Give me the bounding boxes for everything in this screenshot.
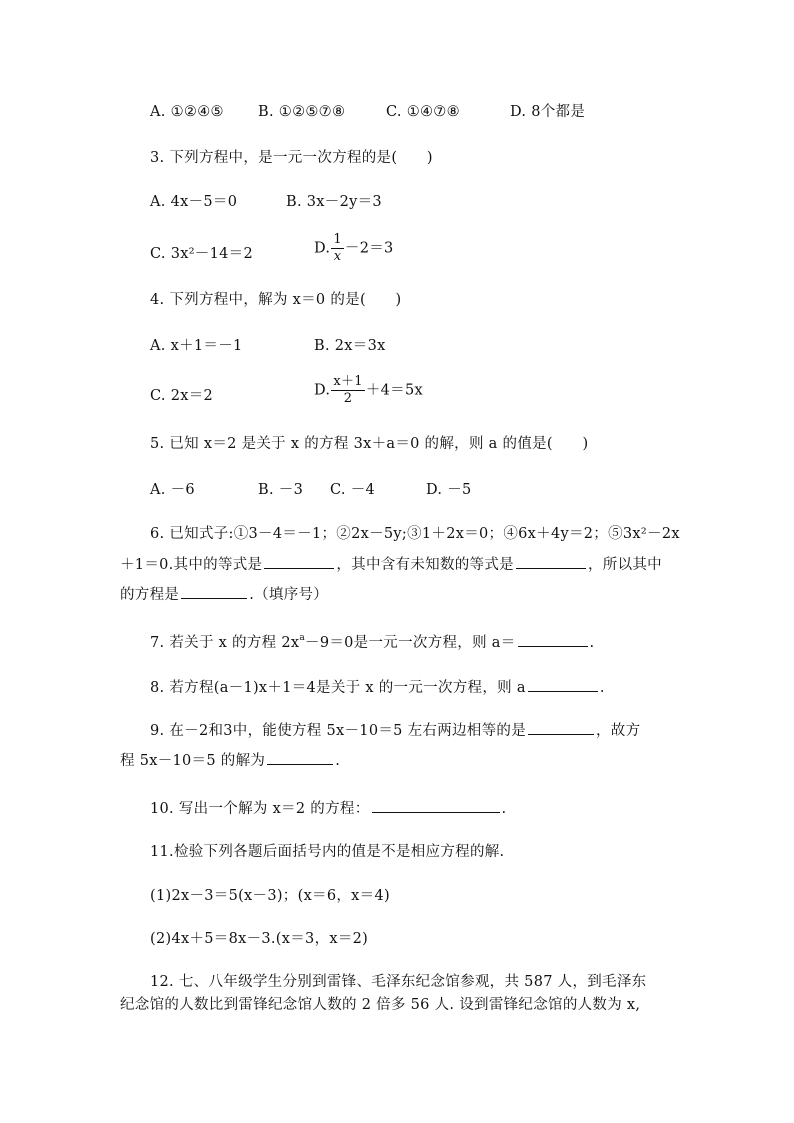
q9-blank-1[interactable] — [528, 720, 594, 735]
q10-end: . — [501, 801, 507, 817]
q12-line-1: 12. 七、八年级学生分别到雷锋、毛泽东纪念馆参观，共 587 人，到毛泽东 — [150, 974, 647, 990]
q3-fraction-denominator: x — [333, 249, 342, 264]
q8-end: . — [599, 680, 605, 696]
q7-exponent: a — [299, 633, 306, 643]
q5-option-a: A. －6 — [150, 482, 195, 498]
q3-option-d-fraction — [331, 232, 344, 265]
q8-text: 8. 若方程(a－1)x＋1＝4是关于 x 的一元一次方程，则 a — [150, 680, 526, 696]
q4-option-d-label: D. — [314, 382, 331, 399]
q7-blank[interactable] — [518, 632, 588, 647]
q7-end: . — [589, 635, 595, 651]
q3-option-c: C. 3x²－14＝2 — [150, 246, 253, 262]
q11-stem: 11.检验下列各题后面括号内的值是不是相应方程的解. — [150, 844, 505, 860]
q4-option-a: A. x＋1＝－1 — [150, 338, 243, 354]
q7-text-pre: 7. 若关于 x 的方程 2x — [150, 635, 300, 651]
q6-text-d: 的方程是 — [120, 587, 180, 603]
q9-blank-2[interactable] — [267, 750, 333, 765]
q2-option-b: B. ①②⑤⑦⑧ — [258, 104, 346, 120]
q10-text: 10. 写出一个解为 x＝2 的方程： — [150, 801, 370, 817]
q2-option-a: A. ①②④⑤ — [150, 104, 224, 120]
q6-blank-equations-final[interactable] — [181, 584, 247, 599]
q7-line — [150, 632, 594, 653]
q6-text-a: ＋1＝0.其中的等式是 — [120, 557, 263, 573]
q9-text-b: ，故方 — [596, 723, 641, 739]
q2-option-c: C. ①④⑦⑧ — [386, 104, 460, 120]
q6-text-b: ，其中含有未知数的等式是 — [336, 557, 514, 573]
q6-text-e: .（填序号） — [249, 587, 329, 603]
q6-line-1: 6. 已知式子:①3－4＝－1；②2x－5y;③1＋2x＝0；④6x＋4y＝2；⑤3x²－2x — [150, 526, 680, 542]
q9-line-2 — [120, 750, 340, 771]
q12-line-2: 纪念馆的人数比到雷锋纪念馆人数的 2 倍多 56 人. 设到雷锋纪念馆的人数为 x, — [120, 997, 641, 1013]
q5-option-b: B. －3 — [258, 482, 304, 498]
q11-part-2: (2)4x＋5＝8x－3.(x＝3，x＝2) — [150, 931, 369, 947]
q3-option-d-rest: －2＝3 — [344, 240, 394, 257]
q6-text-c: ，所以其中 — [587, 557, 662, 573]
q7-text-post: －9＝0是一元一次方程，则 a＝ — [305, 635, 516, 651]
q4-option-d-rest: ＋4＝5x — [365, 382, 423, 399]
q4-fraction-denominator: 2 — [343, 391, 353, 406]
q6-blank-unknowns[interactable] — [516, 554, 586, 569]
q5-option-c: C. －4 — [330, 482, 376, 498]
q6-line-3 — [120, 584, 328, 605]
q11-part-1: (1)2x－3＝5(x－3)；(x＝6，x＝4) — [150, 888, 390, 904]
q5-option-d: D. －5 — [426, 482, 472, 498]
q3-option-d-label: D. — [314, 240, 331, 257]
q4-option-b: B. 2x＝3x — [314, 338, 386, 354]
q4-option-c: C. 2x＝2 — [150, 388, 214, 404]
q9-line-1 — [150, 720, 640, 741]
q3-option-b: B. 3x－2y＝3 — [286, 194, 382, 210]
q10-line — [150, 798, 506, 819]
q4-stem: 4. 下列方程中，解为 x＝0 的是( ) — [150, 292, 402, 308]
q9-text-a: 9. 在－2和3中，能使方程 5x－10＝5 左右两边相等的是 — [150, 723, 526, 739]
q8-line — [150, 677, 605, 698]
q9-text-d: . — [335, 753, 341, 769]
q4-option-d — [314, 374, 423, 407]
q5-stem: 5. 已知 x＝2 是关于 x 的方程 3x＋a＝0 的解，则 a 的值是( ) — [150, 436, 589, 452]
q3-option-a: A. 4x－5＝0 — [150, 194, 238, 210]
q4-fraction-numerator: x＋1 — [333, 374, 363, 389]
q8-blank[interactable] — [528, 677, 598, 692]
q9-text-c: 程 5x－10＝5 的解为 — [120, 753, 266, 769]
q10-blank[interactable] — [372, 798, 500, 813]
q2-option-d: D. 8个都是 — [510, 104, 586, 120]
q6-line-2 — [120, 554, 662, 575]
q6-blank-equations[interactable] — [264, 554, 334, 569]
q4-option-d-fraction — [331, 374, 365, 407]
q3-stem: 3. 下列方程中，是一元一次方程的是( ) — [150, 150, 433, 166]
q3-fraction-numerator: 1 — [333, 232, 342, 247]
q3-option-d — [314, 232, 394, 265]
